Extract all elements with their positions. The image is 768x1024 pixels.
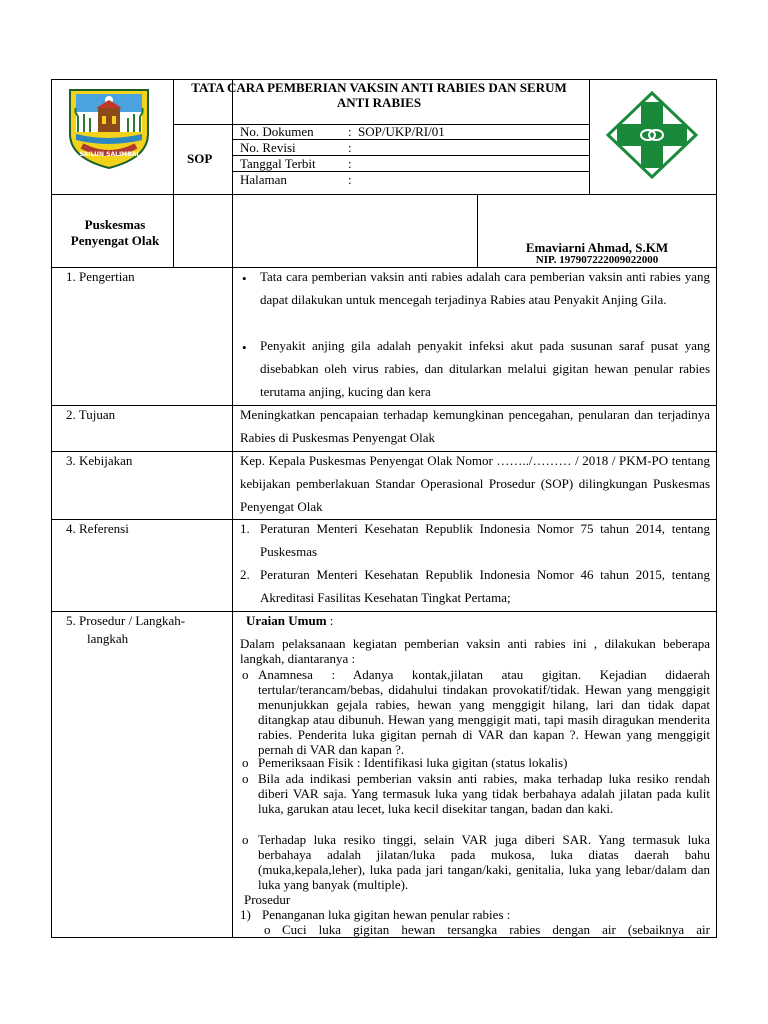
referensi-number: 1. bbox=[240, 521, 250, 536]
doc-number-value: SOP/UKP/RI/01 bbox=[358, 124, 445, 139]
doc-field-label: No. Revisi bbox=[240, 140, 296, 155]
doc-field-sep: : bbox=[348, 124, 352, 139]
prosedur-item-sar: Terhadap luka resiko tinggi, selain VAR juga diberi SAR. Yang termasuk luka berbahaya adalah jilatan/luka pada mukosa, luka diatas daerah bahu (muka,kepala,leher), luka pada jari tangan/kaki, genitalia, luka yang lebar/dalam dan luka yang banyak (multiple). bbox=[258, 832, 710, 892]
document-title: TATA CARA PEMBERIAN VAKSIN ANTI RABIES DAN SERUM ANTI RABIES bbox=[191, 80, 567, 110]
signer-name: Emaviarni Ahmad, S.KM bbox=[525, 240, 669, 255]
header-bottom-line bbox=[51, 194, 717, 195]
border-bottom bbox=[51, 937, 717, 938]
prosedur-intro: Dalam pelaksanaan kegiatan pemberian vaksin anti rabies ini , dilakukan beberapa langkah, diantaranya : bbox=[240, 636, 710, 666]
section-label-kebijakan: 3. Kebijakan bbox=[66, 453, 133, 468]
circle-bullet-icon: o bbox=[264, 922, 271, 937]
referensi-number: 2. bbox=[240, 567, 250, 582]
health-cross-logo bbox=[604, 90, 700, 180]
uraian-colon: : bbox=[326, 613, 334, 628]
doc-field-sep: : bbox=[348, 172, 352, 187]
border-left bbox=[51, 79, 52, 938]
prosedur-item-var: Bila ada indikasi pemberian vaksin anti rabies, maka terhadap luka resiko rendah diberi VAR saja. Yang termasuk luka yang tidak berbahaya adalah jilatan pada kulit luka, garukan atau lecet, luka kecil disekitar tangan, badan dan kaki. bbox=[258, 771, 710, 816]
bullet-icon: • bbox=[242, 271, 247, 286]
circle-bullet-icon: o bbox=[242, 771, 249, 786]
logo-motto: SAILUN SALIMBAI bbox=[79, 151, 139, 158]
uraian-umum-heading bbox=[246, 613, 333, 628]
doc-field-label: No. Dokumen bbox=[240, 124, 314, 139]
doc-field-sep: : bbox=[348, 156, 352, 171]
section-label-tujuan: 2. Tujuan bbox=[66, 407, 116, 422]
signer-nip: NIP. 197907222009022000 bbox=[535, 254, 659, 266]
prosedur-heading: Prosedur bbox=[244, 892, 291, 907]
step-1a-text: Cuci luka gigitan hewan tersangka rabies dengan air (sebaiknya air bbox=[282, 922, 710, 937]
sop-label: SOP bbox=[187, 151, 213, 166]
column-line-cross bbox=[589, 79, 590, 194]
prosedur-item-pemeriksaan: Pemeriksaan Fisik : Identifikasi luka gigitan (status lokalis) bbox=[258, 755, 568, 770]
district-emblem-logo bbox=[64, 86, 154, 170]
section-label-prosedur: 5. Prosedur / Langkah- bbox=[66, 613, 186, 628]
step-1-text: Penanganan luka gigitan hewan penular rabies : bbox=[262, 907, 511, 922]
step-number: 1) bbox=[240, 907, 251, 922]
pengertian-bullet-1: Tata cara pemberian vaksin anti rabies adalah cara pemberian vaksin anti rabies yang dapat dilakukan untuk mencegah terjadinya Rabies atau Penyakit Anjing Gila. bbox=[260, 269, 710, 307]
section-label-referensi: 4. Referensi bbox=[66, 521, 129, 536]
section-label-pengertian: 1. Pengertian bbox=[66, 269, 135, 284]
circle-bullet-icon: o bbox=[242, 832, 249, 847]
referensi-item-1: Peraturan Menteri Kesehatan Republik Indonesia Nomor 75 tahun 2014, tentang Puskesmas bbox=[260, 521, 710, 559]
circle-bullet-icon: o bbox=[242, 667, 249, 682]
border-right bbox=[716, 79, 717, 938]
kebijakan-text: Kep. Kepala Puskesmas Penyengat Olak Nomor ……../……… / 2018 / PKM-PO tentang kebijakan pemberlakuan Standar Operasional Prosedur (SOP) dilingkungan Puskesmas Penyengat Olak bbox=[240, 453, 710, 514]
doc-field-sep: : bbox=[348, 140, 352, 155]
puskesmas-name: Puskesmas Penyengat Olak bbox=[70, 217, 160, 248]
tujuan-text: Meningkatkan pencapaian terhadap kemungkinan pencegahan, penularan dan terjadinya Rabies di Puskesmas Penyengat Olak bbox=[240, 407, 710, 445]
doc-field-label: Tanggal Terbit bbox=[240, 156, 316, 171]
bullet-icon: • bbox=[242, 340, 247, 355]
section-label-prosedur-cont: langkah bbox=[87, 631, 129, 646]
row-line-referensi bbox=[51, 611, 717, 612]
uraian-umum-label: Uraian Umum bbox=[246, 613, 327, 628]
referensi-item-2: Peraturan Menteri Kesehatan Republik Indonesia Nomor 46 tahun 2015, tentang Akreditasi Fasilitas Kesehatan Tingkat Pertama; bbox=[260, 567, 710, 605]
prosedur-item-anamnesa: Anamnesa : Adanya kontak,jilatan atau gigitan. Kejadian didaerah tertular/terancam/bebas, didahului tindakan provokatif/tidak. Hewan yang menggigit menunjukkan gejala rabies, hewan yang menggigit hilang, lari dan tidak dapat ditangkap atau dibunuh. Hewan yang menggigit mati, tapi masih diragukan menderita rabies. Penderita luka gigitan pernah di VAR dan kapan ?. Hewan yang menggigit pernah di VAR dan kapan ?. bbox=[258, 667, 710, 757]
column-line-content bbox=[232, 79, 233, 938]
pengertian-bullet-2: Penyakit anjing gila adalah penyakit infeksi akut pada susunan saraf pusat yang disebabkan oleh virus rabies, dan ditularkan melalui gigitan hewan penular rabies terutama anjing, kucing dan kera bbox=[260, 338, 710, 399]
doc-field-label: Halaman bbox=[240, 172, 287, 187]
circle-bullet-icon: o bbox=[242, 755, 249, 770]
